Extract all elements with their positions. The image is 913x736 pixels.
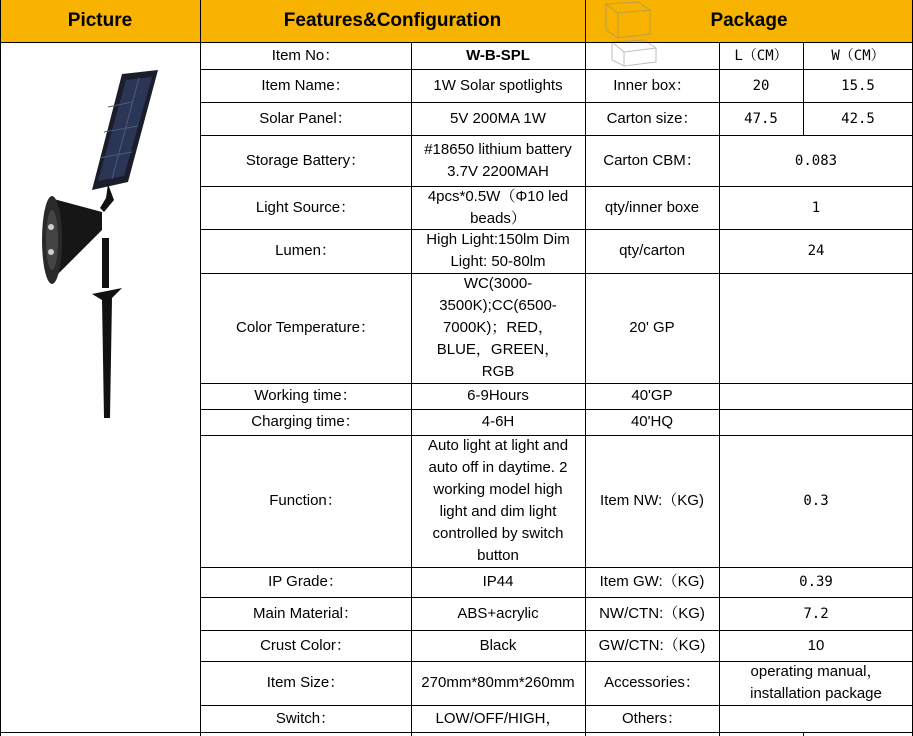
- feature-value: 5V 200MA 1W: [450, 109, 546, 127]
- feature-label: Crust Color：: [260, 636, 351, 654]
- accessories-value: operating manual，installation package: [750, 663, 882, 702]
- grid-line: [200, 597, 913, 598]
- feature-value: Black: [479, 636, 517, 654]
- feature-value: #18650 lithium battery 3.7V 2200MAH: [424, 140, 572, 180]
- item-gw: 0.39: [799, 574, 833, 590]
- feature-value: High Light:150lm Dim Light: 50-80lm: [426, 231, 570, 270]
- grid-line: [200, 383, 913, 384]
- inner-box-l: 20: [752, 77, 770, 94]
- grid-line: [200, 186, 913, 187]
- gw-ctn: 10: [807, 636, 825, 654]
- header-picture: Picture: [0, 0, 200, 42]
- grid-line: [200, 435, 913, 436]
- product-image: [30, 62, 170, 422]
- grid-line: [719, 42, 720, 736]
- nw-ctn-label: NW/CTN:（KG): [599, 604, 705, 622]
- feature-label: Item No：: [271, 46, 340, 64]
- carton-cbm-label: Carton CBM：: [603, 151, 701, 169]
- grid-line: [200, 273, 913, 274]
- feature-value: 4pcs*0.5W（Φ10 led beads）: [427, 187, 569, 227]
- feature-value: 4-6H: [481, 413, 515, 430]
- grid-line: [200, 567, 913, 568]
- feature-label: Lumen：: [275, 242, 336, 259]
- others-label: Others：: [621, 709, 682, 727]
- grid-line: [200, 0, 201, 736]
- qty-carton-label: qty/carton: [619, 242, 685, 259]
- feature-label: Storage Battery：: [245, 151, 366, 169]
- grid-line: [0, 42, 913, 43]
- feature-label: Working time：: [254, 387, 357, 404]
- feature-value: 1W Solar spotlights: [433, 76, 563, 94]
- qty-inner: 1: [811, 199, 821, 216]
- grid-line: [200, 409, 913, 410]
- feature-value: LOW/OFF/HIGH，: [435, 709, 561, 727]
- feature-value: W-B-SPL: [466, 46, 530, 64]
- item-gw-label: Item GW:（KG): [599, 573, 705, 590]
- grid-line: [200, 135, 913, 136]
- solar-panel-icon: [92, 70, 158, 190]
- header-package: Package: [585, 0, 913, 42]
- feature-value: ABS+acrylic: [457, 604, 539, 622]
- gw-ctn-label: GW/CTN:（KG): [598, 636, 706, 654]
- inner-box-w: 15.5: [841, 77, 875, 94]
- qty-inner-label: qty/inner boxe: [604, 198, 700, 216]
- nw-ctn: 7.2: [803, 605, 829, 622]
- item-nw-label: Item NW:（KG): [600, 492, 704, 509]
- feature-value: 6-9Hours: [467, 387, 529, 404]
- feature-label: Solar Panel：: [259, 109, 352, 127]
- header-features: Features&Configuration: [200, 0, 585, 42]
- grid-line: [200, 630, 913, 631]
- ground-stake-icon: [92, 238, 122, 418]
- box-sketch-icon: [598, 0, 660, 68]
- dim-w-header: W（CM）: [831, 47, 885, 64]
- feature-value: Auto light at light and auto off in daytime. 2 working model high light and dim light controlled by switch button: [427, 437, 569, 564]
- feature-label: Light Source：: [255, 198, 356, 216]
- feature-label: Item Size：: [266, 674, 345, 691]
- grid-line: [200, 661, 913, 662]
- grid-line: [803, 732, 804, 736]
- gp40-label: 40'GP: [631, 387, 673, 404]
- qty-carton: 24: [807, 243, 825, 259]
- feature-label: Charging time：: [251, 413, 360, 430]
- carton-l: 47.5: [744, 110, 778, 127]
- feature-value: 270mm*80mm*260mm: [421, 674, 575, 691]
- grid-line: [200, 69, 913, 70]
- grid-line: [411, 42, 412, 736]
- carton-w: 42.5: [841, 110, 875, 127]
- hq40-label: 40'HQ: [630, 413, 674, 430]
- dim-l-header: L（CM）: [734, 47, 788, 64]
- feature-label: Item Name：: [261, 76, 350, 94]
- accessories-label: Accessories：: [604, 674, 700, 691]
- inner-box-label: Inner box：: [613, 76, 691, 94]
- grid-line: [0, 0, 1, 736]
- feature-label: Function：: [269, 492, 342, 509]
- item-nw: 0.3: [803, 493, 829, 509]
- grid-line: [585, 0, 586, 736]
- grid-line: [200, 705, 913, 706]
- grid-line: [200, 102, 913, 103]
- feature-value: WC(3000-3500K);CC(6500-7000K)；RED，BLUE，GREEN，RGB: [436, 275, 560, 380]
- carton-size-label: Carton size：: [606, 109, 698, 127]
- feature-value: IP44: [482, 573, 514, 590]
- grid-line: [0, 732, 913, 733]
- feature-label: Switch：: [275, 709, 336, 727]
- feature-label: Main Material：: [252, 604, 359, 622]
- spotlight-head-icon: [42, 196, 102, 284]
- carton-cbm: 0.083: [794, 152, 838, 169]
- gp20-label: 20' GP: [629, 319, 675, 336]
- grid-line: [803, 42, 804, 135]
- grid-line: [200, 229, 913, 230]
- feature-label: Color Temperature：: [236, 319, 375, 336]
- feature-label: IP Grade：: [268, 573, 343, 590]
